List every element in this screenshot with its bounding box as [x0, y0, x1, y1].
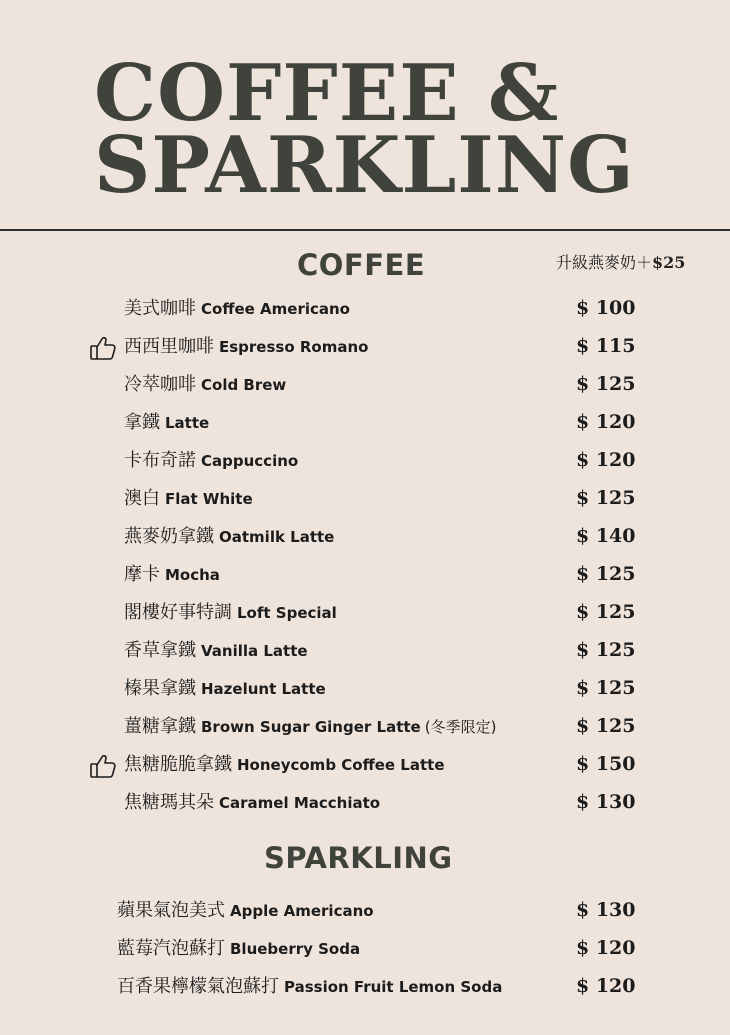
- sparkling-item-price: $ 120: [576, 975, 636, 997]
- coffee-item-name: [124, 753, 445, 777]
- coffee-item-name: [124, 563, 220, 587]
- coffee-item-price: $ 130: [576, 791, 636, 813]
- coffee-item-name: [124, 525, 334, 549]
- oatmilk-upgrade-label: 升級燕麥奶＋: [556, 253, 653, 272]
- coffee-item-name-en: Cold Brew: [201, 376, 287, 394]
- coffee-item-price: $ 125: [576, 373, 636, 395]
- coffee-item-name-en: Vanilla Latte: [201, 642, 308, 660]
- coffee-item-name-zh: 榛果拿鐵: [124, 678, 196, 699]
- coffee-item-name-en: Hazelunt Latte: [201, 680, 326, 698]
- coffee-item-name-en: Loft Special: [237, 604, 337, 622]
- coffee-item-name-zh: 焦糖脆脆拿鐵: [124, 754, 232, 775]
- coffee-item-price: $ 120: [576, 411, 636, 433]
- oatmilk-upgrade-note: [556, 250, 685, 273]
- coffee-item-name-en: Caramel Macchiato: [219, 794, 381, 812]
- coffee-item-row: [0, 639, 730, 677]
- coffee-item-price: $ 125: [576, 487, 636, 509]
- sparkling-item-name-zh: 藍莓汽泡蘇打: [117, 938, 225, 959]
- coffee-item-name-zh: 摩卡: [124, 564, 160, 585]
- coffee-item-row: [0, 563, 730, 601]
- sparkling-item-price: $ 130: [576, 899, 636, 921]
- coffee-item-price: $ 125: [576, 677, 636, 699]
- coffee-item-row: [0, 449, 730, 487]
- coffee-item-name-en: Cappuccino: [201, 452, 299, 470]
- coffee-item-name-en: Espresso Romano: [219, 338, 369, 356]
- coffee-item-name-zh: 冷萃咖啡: [124, 374, 196, 395]
- sparkling-item-name-en: Blueberry Soda: [230, 940, 361, 958]
- divider: [0, 229, 730, 231]
- coffee-item-row: [0, 373, 730, 411]
- menu-title-line1: COFFEE &: [94, 48, 560, 139]
- coffee-item-name-zh: 澳白: [124, 488, 160, 509]
- coffee-item-name-zh: 西西里咖啡: [124, 336, 214, 357]
- coffee-item-name: [124, 297, 350, 321]
- sparkling-item-name-zh: 蘋果氣泡美式: [117, 900, 225, 921]
- coffee-item-name-zh: 拿鐵: [124, 412, 160, 433]
- coffee-item-row: [0, 791, 730, 829]
- coffee-item-name-en: Honeycomb Coffee Latte: [237, 756, 445, 774]
- coffee-item-row: [0, 525, 730, 563]
- coffee-item-name: [124, 449, 298, 473]
- thumbs-up-icon: [89, 335, 117, 361]
- coffee-item-price: $ 140: [576, 525, 636, 547]
- coffee-item-name-zh: 閣樓好事特調: [124, 602, 232, 623]
- coffee-item-name-en: Brown Sugar Ginger Latte: [201, 718, 421, 736]
- coffee-item-name-en: Coffee Americano: [201, 300, 350, 318]
- coffee-item-row: [0, 335, 730, 373]
- coffee-item-price: $ 100: [576, 297, 636, 319]
- menu-title-line2: SPARKLING: [94, 120, 635, 211]
- coffee-item-note: (冬季限定): [424, 718, 497, 736]
- oatmilk-upgrade-price: $25: [652, 253, 686, 272]
- coffee-item-price: $ 125: [576, 715, 636, 737]
- thumbs-up-icon: [89, 753, 117, 779]
- coffee-item-price: $ 120: [576, 449, 636, 471]
- coffee-item-name-zh: 卡布奇諾: [124, 450, 196, 471]
- coffee-item-price: $ 150: [576, 753, 636, 775]
- coffee-item-name-zh: 焦糖瑪其朵: [124, 792, 214, 813]
- coffee-heading: COFFEE: [297, 248, 426, 282]
- coffee-item-name-zh: 燕麥奶拿鐵: [124, 526, 214, 547]
- coffee-item-row: [0, 297, 730, 335]
- coffee-item-name: [124, 411, 209, 435]
- coffee-item-row: [0, 487, 730, 525]
- coffee-item-row: [0, 753, 730, 791]
- coffee-item-name: [124, 715, 496, 739]
- sparkling-item-price: $ 120: [576, 937, 636, 959]
- sparkling-item-name-en: Passion Fruit Lemon Soda: [284, 978, 503, 996]
- coffee-item-name-en: Latte: [165, 414, 210, 432]
- coffee-item-price: $ 125: [576, 563, 636, 585]
- sparkling-item-name: [117, 975, 502, 999]
- coffee-item-name-zh: 美式咖啡: [124, 298, 196, 319]
- coffee-item-row: [0, 677, 730, 715]
- coffee-item-name: [124, 791, 380, 815]
- coffee-item-name: [124, 373, 286, 397]
- coffee-item-name-zh: 薑糖拿鐵: [124, 716, 196, 737]
- coffee-item-row: [0, 715, 730, 753]
- sparkling-item-row: [0, 899, 730, 937]
- menu-title: [94, 48, 635, 211]
- coffee-item-name: [124, 677, 326, 701]
- coffee-item-name: [124, 639, 308, 663]
- coffee-item-row: [0, 411, 730, 449]
- coffee-item-name-en: Flat White: [165, 490, 253, 508]
- sparkling-item-name-zh: 百香果檸檬氣泡蘇打: [117, 976, 279, 997]
- coffee-item-price: $ 125: [576, 639, 636, 661]
- coffee-item-price: $ 125: [576, 601, 636, 623]
- sparkling-item-name: [117, 899, 374, 923]
- coffee-item-name: [124, 601, 337, 625]
- coffee-item-row: [0, 601, 730, 639]
- sparkling-heading: SPARKLING: [264, 841, 453, 875]
- coffee-item-name: [124, 487, 253, 511]
- coffee-item-name-en: Oatmilk Latte: [219, 528, 335, 546]
- coffee-item-name-zh: 香草拿鐵: [124, 640, 196, 661]
- coffee-item-price: $ 115: [576, 335, 636, 357]
- sparkling-item-name-en: Apple Americano: [230, 902, 374, 920]
- sparkling-item-name: [117, 937, 360, 961]
- sparkling-item-row: [0, 975, 730, 1013]
- sparkling-item-row: [0, 937, 730, 975]
- coffee-item-name: [124, 335, 368, 359]
- coffee-item-name-en: Mocha: [165, 566, 220, 584]
